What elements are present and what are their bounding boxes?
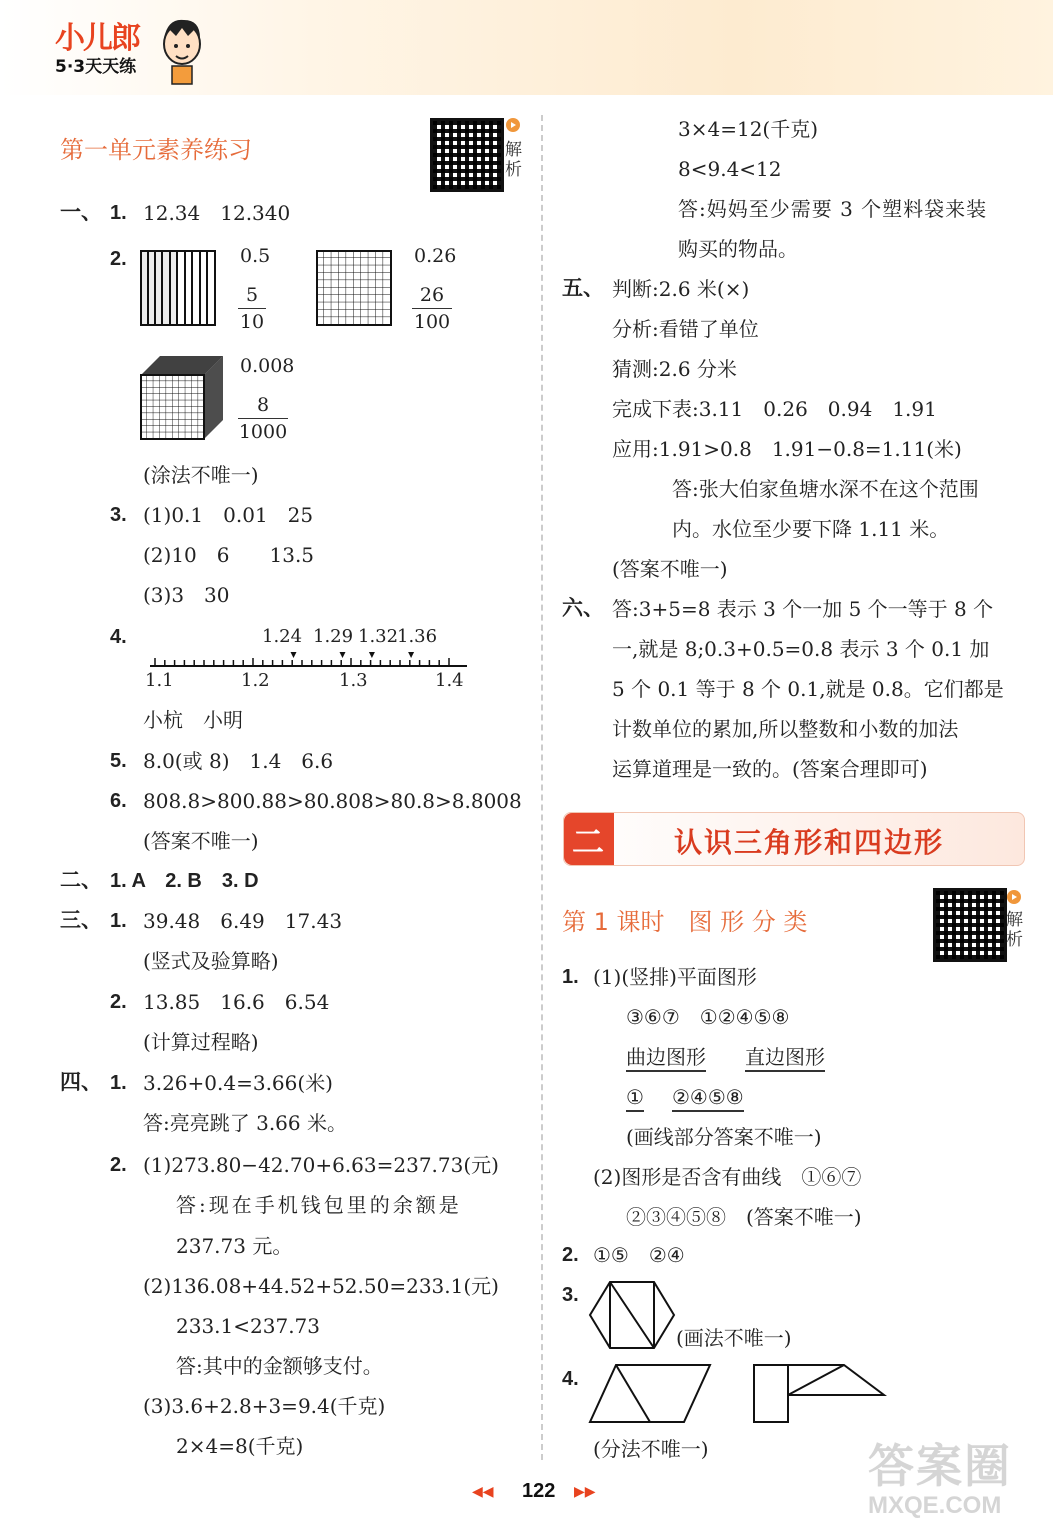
l1-q1-underlined-1 xyxy=(626,1044,706,1070)
number-line-tick-label: 1.2 xyxy=(241,670,270,691)
l1-q3-note: (画法不唯一) xyxy=(676,1326,792,1350)
trapezoid-figure xyxy=(752,1362,888,1426)
q3-line-2: (2)10 6 13.5 xyxy=(143,543,315,567)
p4-q2-line-5: 233.1<237.73 xyxy=(176,1314,320,1338)
r-line-2: 8<9.4<12 xyxy=(678,157,782,181)
watermark xyxy=(868,1440,1038,1530)
p4-q2-line-7: (3)3.6+2.8+3=9.4(千克) xyxy=(143,1394,386,1418)
p6-line-2: 一,就是 8;0.3+0.5=0.8 表示 3 个 0.1 加 xyxy=(612,637,990,661)
l1-q3-number: 3. xyxy=(562,1284,579,1306)
q4-number: 4. xyxy=(110,626,127,648)
hundred-grid-figure xyxy=(316,250,392,326)
p3-q1-number: 1. xyxy=(110,910,127,932)
thousand-cube-figure xyxy=(140,355,224,441)
number-line-tick-label: 1.3 xyxy=(339,670,368,691)
p4-q2-line-1: (1)273.80−42.70+6.63=237.73(元) xyxy=(143,1153,499,1177)
p4-q2-line-8: 2×4=8(千克) xyxy=(176,1434,304,1458)
q5-number: 5. xyxy=(110,750,127,772)
p4-q1-answer: 答:亮亮跳了 3.66 米。 xyxy=(143,1111,347,1135)
p5-line-8: (答案不唯一) xyxy=(612,557,728,581)
r-line-1: 3×4=12(千克) xyxy=(678,117,819,141)
watermark-text: 答案圈 xyxy=(868,1439,1012,1493)
p4-q2-number: 2. xyxy=(110,1154,127,1176)
l1-q1-underlined-3 xyxy=(626,1084,644,1110)
l1-q1-number: 1. xyxy=(562,966,579,988)
section-title: 第一单元素养练习 xyxy=(60,136,252,164)
qr-code-icon[interactable] xyxy=(430,118,504,192)
number-line-mark: 1.36 xyxy=(397,626,438,647)
l1-q1-underlined-2 xyxy=(745,1044,825,1070)
p6-line-3: 5 个 0.1 等于 8 个 0.1,就是 0.8。它们都是 xyxy=(612,677,1004,701)
strip-grid-figure xyxy=(140,250,216,326)
p4-q1-equation: 3.26+0.4=3.66(米) xyxy=(143,1071,333,1095)
qr-label: 解析 xyxy=(505,140,522,180)
underlined-straight: 直边图形 xyxy=(745,1045,825,1072)
part-6-label: 六、 xyxy=(562,597,604,620)
l1-q1-line-2: ③⑥⑦ ①②④⑤⑧ xyxy=(626,1005,790,1029)
r-line-4: 购买的物品。 xyxy=(678,237,798,261)
unit-number: 二 xyxy=(572,823,605,861)
q6-note: (答案不唯一) xyxy=(143,829,259,853)
part-5-label: 五、 xyxy=(562,277,604,300)
p4-q2-line-2: 答:现在手机钱包里的余额是 xyxy=(176,1193,462,1217)
q2-c-decimal: 0.008 xyxy=(240,355,295,377)
mascot-icon xyxy=(158,14,206,86)
l1-q1-line-7: ②③④⑤⑧ (答案不唯一) xyxy=(626,1205,862,1229)
p4-q2-line-4: (2)136.08+44.52+52.50=233.1(元) xyxy=(143,1274,499,1298)
p4-q2-line-3: 237.73 元。 xyxy=(176,1234,293,1258)
part-3-label: 三、 xyxy=(60,909,102,932)
q2-a-fraction xyxy=(238,283,266,334)
p6-line-5: 运算道理是一致的。(答案合理即可) xyxy=(612,757,928,781)
p3-q2-answer: 13.85 16.6 6.54 xyxy=(143,990,330,1014)
q6-number: 6. xyxy=(110,790,127,812)
underlined-curve: 曲边图形 xyxy=(626,1045,706,1072)
p4-q2-line-6: 答:其中的金额够支付。 xyxy=(176,1354,383,1378)
p5-line-6: 答:张大伯家鱼塘水深不在这个范围 xyxy=(672,477,979,501)
l1-q2-number: 2. xyxy=(562,1244,579,1266)
part-2-label: 二、 xyxy=(60,869,102,892)
parallelogram-figure xyxy=(588,1362,714,1426)
p3-q2-note: (计算过程略) xyxy=(143,1030,259,1054)
q1-number: 1. xyxy=(110,202,127,224)
q3-line-1: (1)0.1 0.01 25 xyxy=(143,503,314,527)
watermark-site: MXQE.COM xyxy=(868,1492,1002,1519)
brand-name: 小儿郎 xyxy=(55,21,139,56)
q2-number: 2. xyxy=(110,248,127,270)
underlined-group-2: ②④⑤⑧ xyxy=(672,1085,744,1112)
part-1-label: 一、 xyxy=(60,201,102,224)
r-line-3: 答:妈妈至少需要 3 个塑料袋来装 xyxy=(678,197,988,221)
unit-title: 认识三角形和四边形 xyxy=(674,826,945,859)
number-line-mark: 1.29 xyxy=(313,626,354,647)
number-line-mark: 1.32 xyxy=(358,626,399,647)
number-line-mark: 1.24 xyxy=(262,626,303,647)
fraction-denominator: 100 xyxy=(413,311,451,333)
fraction-denominator: 10 xyxy=(239,311,265,333)
q2-c-fraction xyxy=(238,393,288,444)
l1-q2-answer: ①⑤ ②④ xyxy=(593,1243,685,1267)
p5-line-5: 应用:1.91>0.8 1.91−0.8=1.11(米) xyxy=(612,437,962,461)
page-prev-icon[interactable]: ◀◀ xyxy=(472,1484,494,1500)
page-number: 122 xyxy=(522,1480,556,1502)
hexagon-figure xyxy=(588,1280,678,1350)
lesson-title: 第 1 课时 图 形 分 类 xyxy=(562,908,808,936)
l1-q1-underlined-4 xyxy=(672,1084,744,1110)
q6-answer: 808.8>800.88>80.808>80.8>8.8008 xyxy=(143,789,522,813)
unit-number-box xyxy=(564,813,614,865)
p3-q1-note: (竖式及验算略) xyxy=(143,949,279,973)
p5-line-2: 分析:看错了单位 xyxy=(612,317,759,341)
p6-line-1: 答:3+5=8 表示 3 个一加 5 个一等于 8 个 xyxy=(612,597,994,621)
number-line-tick-label: 1.1 xyxy=(145,670,174,691)
p5-line-7: 内。水位至少要下降 1.11 米。 xyxy=(672,517,950,541)
qr-code-icon[interactable] xyxy=(933,888,1007,962)
l1-q4-note: (分法不唯一) xyxy=(593,1437,709,1461)
p5-line-4: 完成下表:3.11 0.26 0.94 1.91 xyxy=(612,397,937,421)
play-icon xyxy=(1007,890,1021,904)
q3-line-3: (3)3 30 xyxy=(143,583,230,607)
q2-a-decimal: 0.5 xyxy=(240,245,271,267)
column-divider xyxy=(541,115,543,1460)
part-4-label: 四、 xyxy=(60,1071,102,1094)
l1-q4-number: 4. xyxy=(562,1368,579,1390)
qr-label: 解析 xyxy=(1006,910,1023,950)
number-line-figure xyxy=(145,622,475,692)
fraction-denominator: 1000 xyxy=(238,421,288,443)
q4-names: 小杭 小明 xyxy=(143,708,243,732)
p3-q2-number: 2. xyxy=(110,991,127,1013)
part-2-answers: 1. A 2. B 3. D xyxy=(110,870,259,892)
q5-answer: 8.0(或 8) 1.4 6.6 xyxy=(143,749,334,773)
play-icon xyxy=(506,118,520,132)
q2-b-fraction xyxy=(412,283,452,334)
l1-q1-line-1: (1)(竖排)平面图形 xyxy=(593,965,757,989)
series-name: 5·3天天练 xyxy=(55,57,137,77)
p5-line-1: 判断:2.6 米(×) xyxy=(612,277,750,301)
page-next-icon[interactable]: ▶▶ xyxy=(574,1484,596,1500)
q3-number: 3. xyxy=(110,504,127,526)
p5-line-3: 猜测:2.6 分米 xyxy=(612,357,737,381)
fraction-numerator: 5 xyxy=(245,284,259,306)
p4-q1-number: 1. xyxy=(110,1072,127,1094)
underlined-group-1: ① xyxy=(626,1085,644,1112)
l1-q1-line-6: (2)图形是否含有曲线 ①⑥⑦ xyxy=(593,1165,862,1189)
q2-b-decimal: 0.26 xyxy=(414,245,457,267)
unit-banner xyxy=(563,812,1025,866)
q1-answer: 12.34 12.340 xyxy=(143,201,291,225)
p3-q1-answer: 39.48 6.49 17.43 xyxy=(143,909,343,933)
brand-logo xyxy=(55,22,139,78)
l1-q1-line-5: (画线部分答案不唯一) xyxy=(626,1125,822,1149)
number-line-tick-label: 1.4 xyxy=(435,670,464,691)
fraction-numerator: 8 xyxy=(256,394,270,416)
q2-note: (涂法不唯一) xyxy=(143,463,259,487)
p6-line-4: 计数单位的累加,所以整数和小数的加法 xyxy=(612,717,959,741)
fraction-numerator: 26 xyxy=(419,284,445,306)
